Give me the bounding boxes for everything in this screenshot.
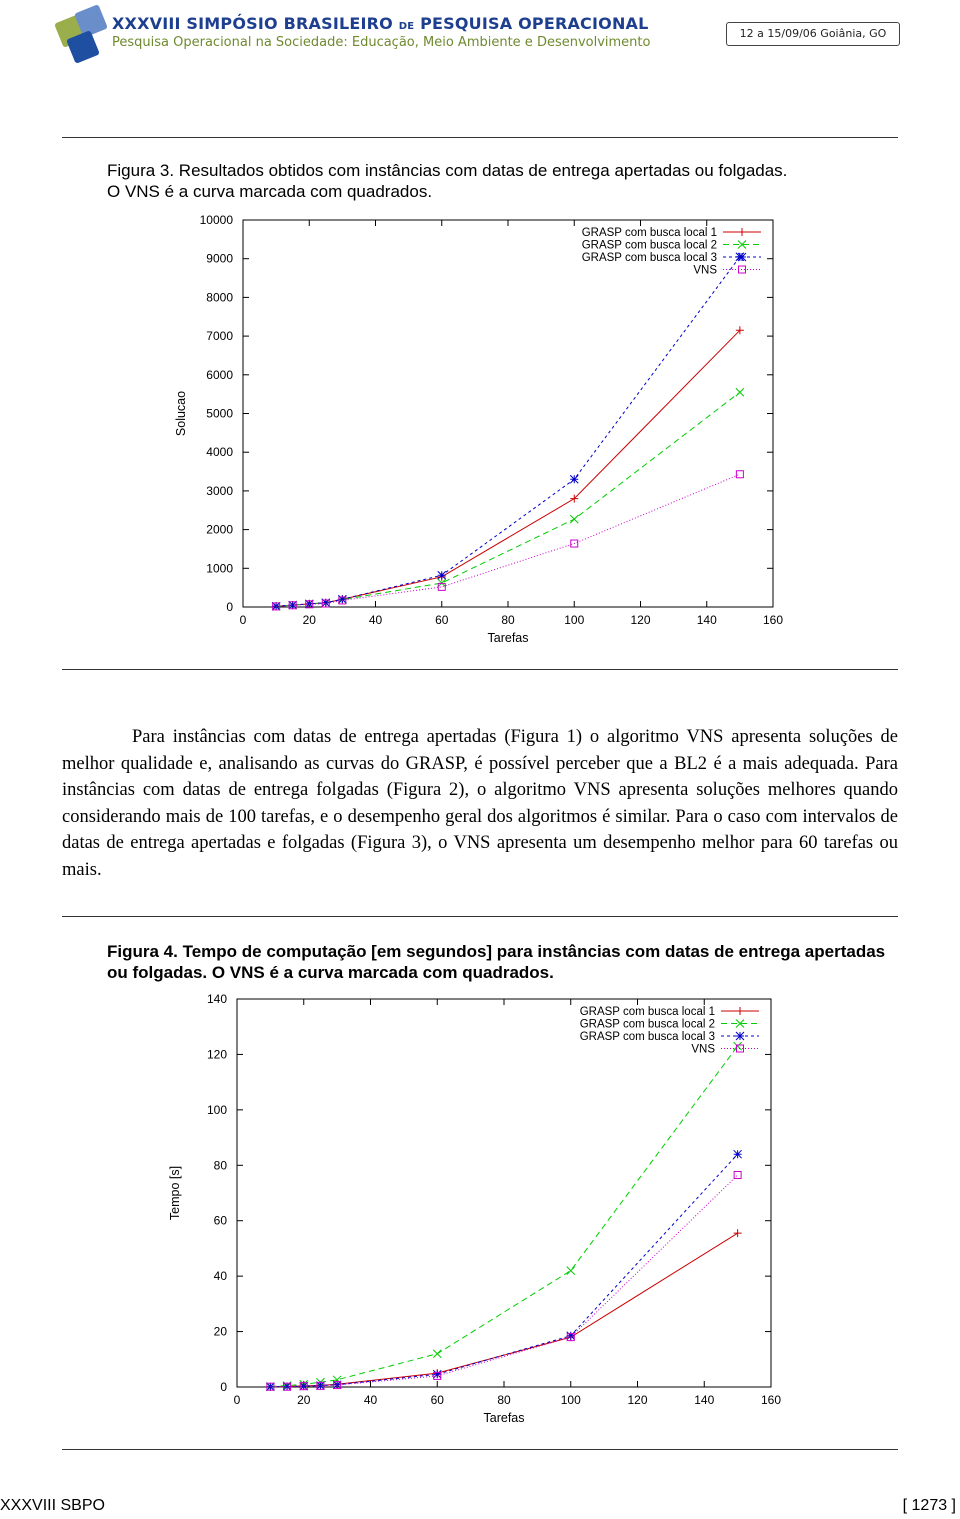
fig3-legend-label-1: GRASP com busca local 1 bbox=[581, 227, 717, 239]
fig3-ytick-label: 0 bbox=[226, 600, 233, 614]
fig4-series-3-point bbox=[567, 1332, 575, 1340]
figure3-caption: Figura 3. Resultados obtidos com instâncias com datas de entrega apertadas ou folgadas. O VNS é a curva marcada com quadrados. bbox=[107, 161, 788, 201]
fig4-series-3-point bbox=[433, 1370, 441, 1378]
fig3-xaxis-title: Tarefas bbox=[487, 631, 529, 645]
fig4-series-2-point bbox=[734, 1042, 742, 1050]
fig4-legend-label-4: VNS bbox=[691, 1043, 715, 1056]
fig4-ytick-label: 140 bbox=[206, 992, 227, 1006]
fig3-series-3-point bbox=[570, 475, 578, 483]
fig4-xtick-label: 160 bbox=[760, 1393, 782, 1407]
fig3-series-2-point bbox=[570, 515, 578, 523]
fig3-series-3-point bbox=[438, 571, 446, 579]
fig3-ytick-label: 8000 bbox=[206, 290, 233, 305]
fig3-xtick-label: 20 bbox=[302, 613, 316, 627]
fig4-yaxis-title: Tempo [s] bbox=[168, 1165, 182, 1221]
fig4-xtick-label: 120 bbox=[627, 1393, 648, 1407]
fig4-series-2-point bbox=[567, 1267, 575, 1275]
fig4-series-2-line bbox=[270, 1043, 737, 1386]
fig4-xtick-label: 80 bbox=[497, 1393, 511, 1407]
fig3-xtick-label: 80 bbox=[501, 613, 515, 627]
fig3-xtick-label: 40 bbox=[368, 613, 383, 627]
figure3-bottom-rule bbox=[62, 669, 898, 670]
fig4-ytick-label: 100 bbox=[206, 1102, 227, 1117]
conference-title: XXXVIII SIMPÓSIO BRASILEIRO DE PESQUISA OPERACIONAL bbox=[112, 14, 649, 33]
fig4-xtick-label: 140 bbox=[694, 1393, 715, 1407]
fig3-legend-label-3: GRASP com busca local 3 bbox=[581, 252, 717, 264]
fig4-xtick-label: 40 bbox=[363, 1393, 378, 1407]
fig4-legend-marker-3 bbox=[736, 1032, 744, 1040]
fig3-series-4-line bbox=[276, 474, 740, 606]
fig3-ytick-label: 3000 bbox=[206, 483, 233, 498]
fig3-series-1-line bbox=[276, 330, 740, 606]
fig4-legend-label-1: GRASP com busca local 1 bbox=[579, 1006, 715, 1018]
fig4-legend-marker-1 bbox=[736, 1007, 744, 1015]
footer-left: XXXVIII SBPO bbox=[0, 1497, 105, 1514]
fig3-xtick-label: 120 bbox=[630, 613, 651, 627]
fig3-legend-label-2: GRASP com busca local 2 bbox=[581, 239, 717, 252]
fig4-ytick-label: 60 bbox=[213, 1213, 227, 1228]
fig4-legend-label-2: GRASP com busca local 2 bbox=[579, 1018, 715, 1031]
fig3-legend-marker-1 bbox=[738, 228, 746, 236]
fig3-xtick-label: 0 bbox=[239, 613, 247, 627]
fig3-series-2-point bbox=[736, 388, 744, 396]
fig4-xaxis-title: Tarefas bbox=[483, 1411, 525, 1425]
fig3-series-4-point bbox=[438, 583, 445, 590]
fig3-plot-group bbox=[174, 213, 783, 645]
footer-page-number: [ 1273 ] bbox=[902, 1497, 956, 1514]
fig3-xtick-label: 140 bbox=[696, 613, 717, 627]
fig3-series-4-point bbox=[736, 471, 743, 478]
fig3-series-3-line bbox=[276, 257, 740, 606]
fig4-series-2-point bbox=[433, 1350, 441, 1358]
fig4-xtick-label: 20 bbox=[297, 1393, 311, 1407]
conference-subtitle: Pesquisa Operacional na Sociedade: Educação, Meio Ambiente e Desenvolvimento bbox=[112, 35, 651, 50]
fig4-series-1-line bbox=[270, 1233, 737, 1387]
fig3-ytick-label: 9000 bbox=[206, 251, 233, 266]
figure4-caption: Figura 4. Tempo de computação [em segundos] para instâncias com datas de entrega apertadas ou folgadas. O VNS é a curva marcada com quadrados. bbox=[107, 942, 886, 982]
fig4-series-4-point bbox=[734, 1171, 741, 1178]
conference-date-box: 12 a 15/09/06 Goiânia, GO bbox=[726, 22, 900, 46]
figure4-bottom-rule bbox=[62, 1449, 898, 1450]
fig4-xtick-label: 60 bbox=[430, 1393, 444, 1407]
fig4-ytick-label: 20 bbox=[213, 1324, 227, 1339]
fig4-series-3-point bbox=[734, 1150, 742, 1158]
fig3-ytick-label: 1000 bbox=[206, 561, 233, 576]
fig4-series-3-line bbox=[270, 1154, 737, 1387]
fig4-series-1-point bbox=[734, 1229, 742, 1237]
fig4-ytick-label: 120 bbox=[206, 1047, 227, 1062]
paragraph-bottom-rule bbox=[62, 916, 898, 917]
fig3-ytick-label: 5000 bbox=[206, 406, 233, 421]
fig3-legend-marker-3 bbox=[738, 253, 746, 261]
fig3-xtick-label: 60 bbox=[435, 613, 449, 627]
fig3-plot-frame bbox=[243, 220, 773, 607]
fig4-plot-group bbox=[168, 992, 781, 1425]
fig4-ytick-label: 80 bbox=[213, 1158, 227, 1173]
fig3-yaxis-title: Solucao bbox=[174, 390, 188, 437]
fig3-ytick-label: 4000 bbox=[206, 445, 233, 460]
fig3-ytick-label: 10000 bbox=[199, 213, 233, 227]
fig3-xtick-label: 160 bbox=[762, 613, 784, 627]
fig4-ytick-label: 40 bbox=[213, 1269, 227, 1284]
fig3-xtick-label: 100 bbox=[564, 613, 585, 627]
fig3-series-2-line bbox=[276, 392, 740, 606]
fig4-plot-frame bbox=[237, 999, 771, 1387]
fig3-ytick-label: 7000 bbox=[206, 329, 233, 344]
fig3-legend-label-4: VNS bbox=[693, 264, 717, 277]
fig3-ytick-label: 2000 bbox=[206, 522, 233, 537]
fig3-ytick-label: 6000 bbox=[206, 367, 233, 382]
fig3-series-3-point bbox=[289, 601, 297, 609]
fig4-xtick-label: 0 bbox=[233, 1393, 241, 1407]
body-paragraph: Para instâncias com datas de entrega apertadas (Figura 1) o algoritmo VNS apresenta soluções de melhor qualidade e, analisando as curvas do GRASP, é possível perceber que a BL2 é a mais adequada. Para instâncias com datas de entrega folgadas (Figura 2), o algoritmo VNS apresenta soluções melhores quando considerando mais de 100 tarefas, e o desempenho geral dos algoritmos é similar. Para o caso com intervalos de datas de entrega apertadas e folgadas (Figura 3), o VNS apresenta um desempenho melhor para 60 tarefas ou mais. bbox=[62, 727, 898, 880]
fig4-xtick-label: 100 bbox=[560, 1393, 581, 1407]
fig4-ytick-label: 0 bbox=[220, 1380, 227, 1394]
fig4-legend-label-3: GRASP com busca local 3 bbox=[579, 1031, 715, 1043]
